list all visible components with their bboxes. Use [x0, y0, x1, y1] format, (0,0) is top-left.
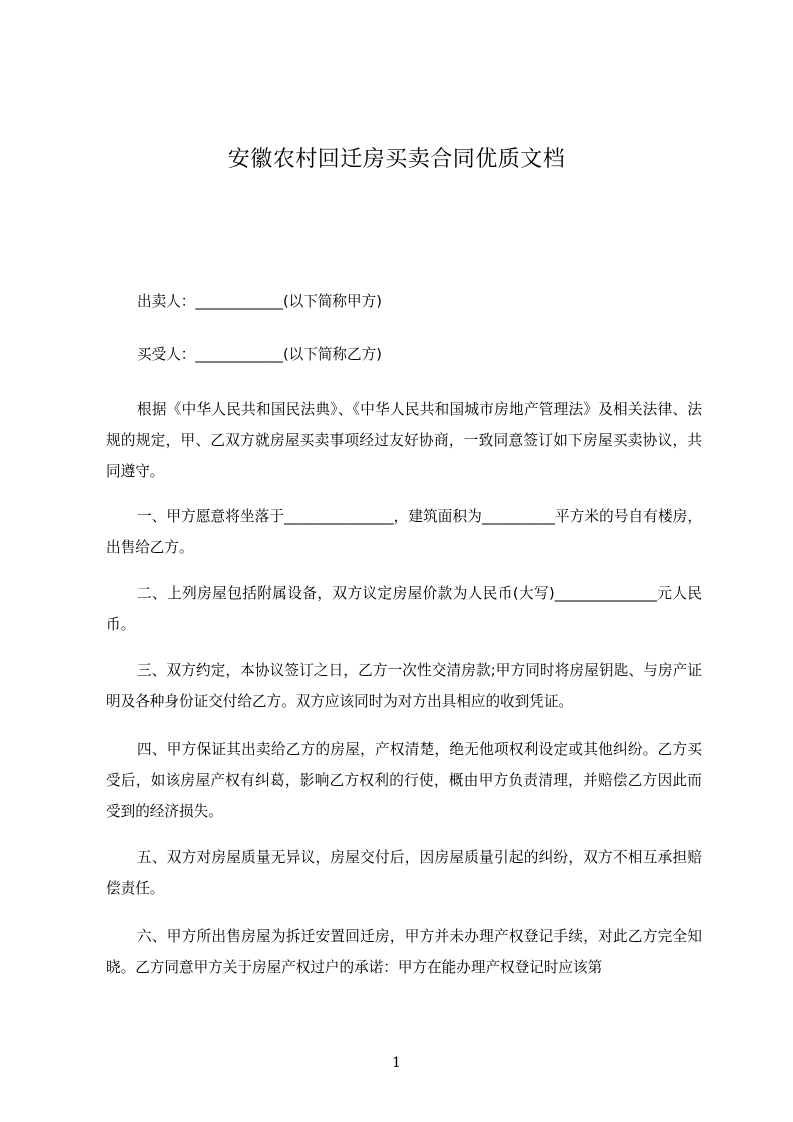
document-title: 安徽农村回迁房买卖合同优质文档: [227, 147, 566, 172]
seller-line: 出卖人：____________(以下简称甲方): [137, 293, 382, 310]
clause-1: 一、甲方愿意将坐落于_______________，建筑面积为__________平方米的号自有楼房，出售给乙方。: [106, 508, 702, 556]
clause-5: 五、双方对房屋质量无异议，房屋交付后，因房屋质量引起的纠纷，双方不相互承担赔偿责任。: [106, 849, 702, 897]
clause-3: 三、双方约定，本协议签订之日，乙方一次性交清房款;甲方同时将房屋钥匙、与房产证明及各种身份证交付给乙方。双方应该同时为对方出具相应的收到凭证。: [106, 662, 702, 710]
clause-6: 六、甲方所出售房屋为拆迁安置回迁房，甲方并未办理产权登记手续，对此乙方完全知晓。乙方同意甲方关于房屋产权过户的承诺：甲方在能办理产权登记时应该第: [106, 928, 702, 976]
clause-4: 四、甲方保证其出卖给乙方的房屋，产权清楚，绝无他项权利设定或其他纠纷。乙方买受后，如该房屋产权有纠葛，影响乙方权利的行使，概由甲方负责清理，并赔偿乙方因此而受到的经济损失。: [106, 741, 702, 820]
preamble-paragraph: 根据《中华人民共和国民法典》、《中华人民共和国城市房地产管理法》及相关法律、法规的规定，甲、乙双方就房屋买卖事项经过友好协商，一致同意签订如下房屋买卖协议，共同遵守。: [106, 401, 702, 480]
page-number: 1: [392, 1055, 401, 1071]
clause-2: 二、上列房屋包括附属设备，双方议定房屋价款为人民币(大写)______________元人民币。: [106, 585, 702, 633]
buyer-line: 买受人：____________(以下简称乙方): [137, 346, 382, 363]
